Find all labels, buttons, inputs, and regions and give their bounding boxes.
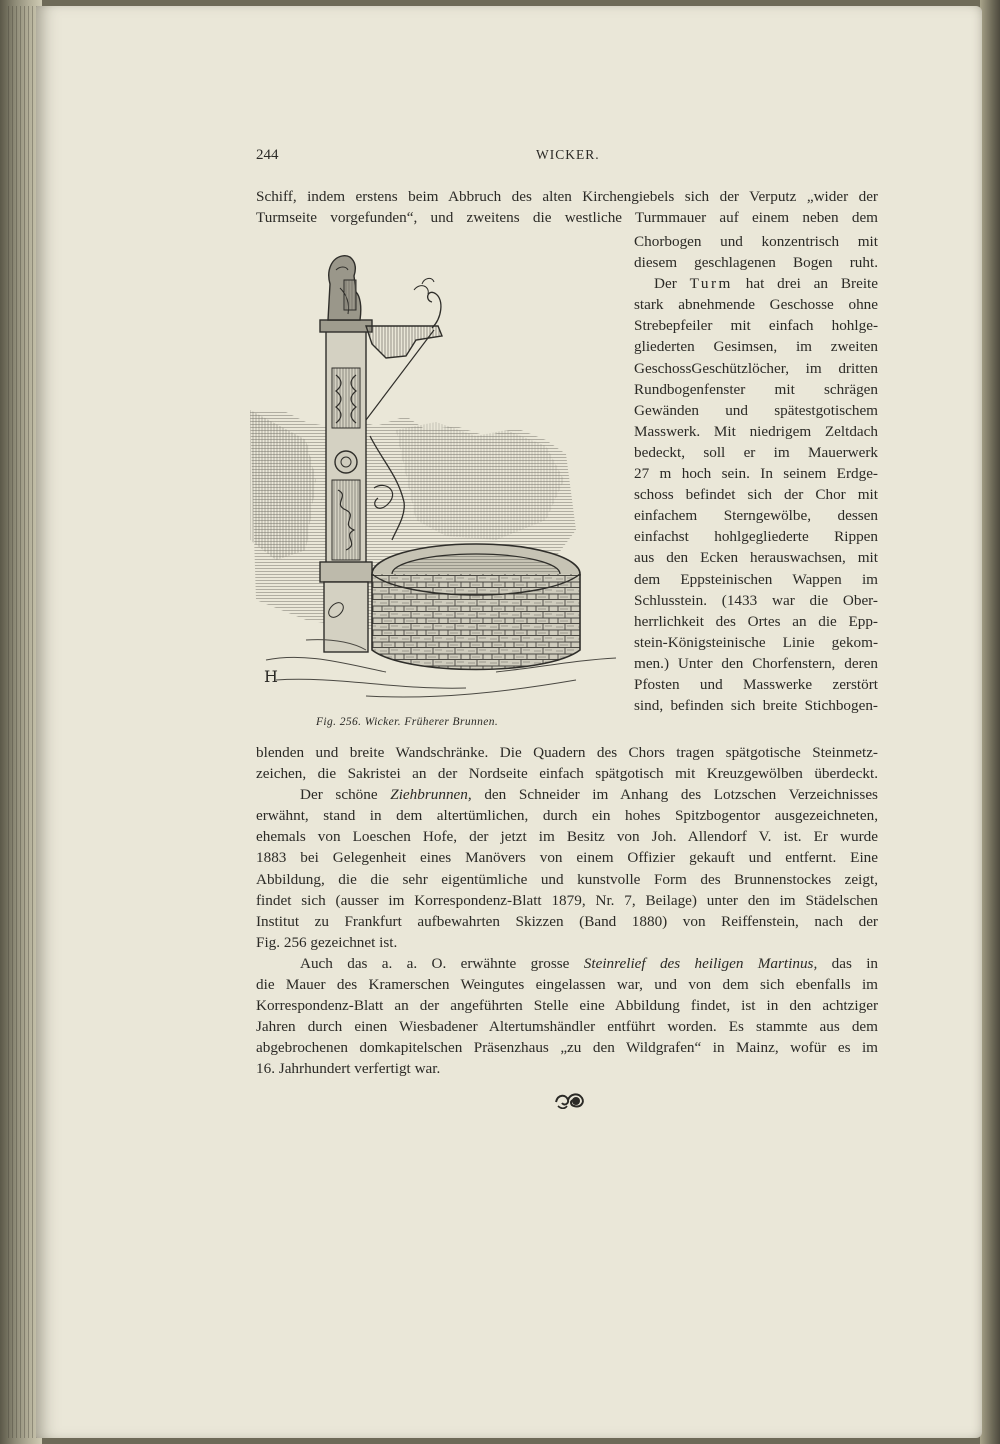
text-line: 27 m hoch sein. In seinem Erdge- — [634, 465, 878, 483]
figure-caption: Fig. 256. Wicker. Früherer Brunnen. — [316, 716, 499, 728]
text-line: aus den Ecken herauswachsen, mit — [634, 549, 878, 567]
text-line: findet sich (ausser im Korrespondenz-Blatt 1879, Nr. 7, Beilage) unter den im Städelschen — [256, 891, 878, 909]
text-line: Chorbogen und konzentrisch mit — [634, 233, 878, 250]
text-line: Pfosten und Masswerke zerstört — [634, 675, 878, 693]
text-line: Gewänden und spätestgotischem — [634, 401, 878, 419]
page-number: 244 — [256, 147, 279, 163]
text-line: einfachst hohlgegliederte Rippen — [634, 528, 878, 546]
text-line: sind, befinden sich breite Stichbogen- — [634, 697, 878, 715]
text-line: ehemals von Loeschen Hofe, der jetzt im Besitz von Joh. Allendorf V. ist. Er wurde — [256, 828, 878, 846]
text-line: dem Eppsteinischen Wappen im — [634, 570, 878, 588]
text-line: Schlusstein. (1433 war die Ober- — [634, 591, 878, 609]
text-line: einfachem Sterngewölbe, dessen — [634, 507, 878, 525]
text-line: die Mauer des Kramerschen Weingutes eingelassen war, und von dem sich ebenfalls im — [256, 976, 878, 994]
text-line: Fig. 256 gezeichnet ist. — [256, 933, 398, 951]
engraver-monogram: H — [264, 667, 278, 686]
text-line: schoss befindet sich der Chor mit — [634, 486, 878, 504]
text-line: blenden und breite Wandschränke. Die Quadern des Chors tragen spätgotische Steinmetz- — [256, 744, 878, 761]
top-text-block — [256, 186, 878, 228]
text-line: zeichen, die Sakristei an der Nordseite einfach spätgotisch mit Kreuzgewölben überdeckt. — [256, 765, 878, 783]
text-line: gliederten Gesimsen, im zweiten — [634, 338, 878, 356]
text-line: Masswerk. Mit niedrigem Zeltdach — [634, 422, 878, 440]
text-line: stein-Königsteinische Linie gekom- — [634, 633, 878, 651]
text-line: erwähnt, stand in dem altertümlichen, durch ein hohes Spitzbogentor ausgezeichneten, — [256, 807, 878, 825]
text-line: Abbildung, die die sehr eigentümliche und kunstvolle Form des Brunnenstockes zeigt, — [256, 870, 878, 888]
paragraph-start: Der Turm hat drei an Breite — [654, 275, 878, 293]
column-text-block — [634, 231, 878, 716]
body-text-block — [256, 742, 878, 1080]
paragraph-start: Auch das a. a. O. erwähnte grosse Steinrelief des heiligen Martinus, das in — [300, 954, 879, 972]
text-line: men.) Unter den Chorfenstern, deren — [634, 654, 878, 672]
running-title: WICKER. — [536, 147, 600, 162]
text-line: Schiff, indem erstens beim Abbruch des alten Kirchengiebels sich der Verputz „wider der — [256, 188, 878, 205]
text-line: abgebrochenen domkapitelschen Präsenzhaus „zu den Wildgrafen“ in Mainz, wofür es im — [256, 1039, 878, 1057]
well-engraving-figure — [246, 240, 628, 710]
text-line: Jahren durch einen Wiesbadener Altertumshändler entführt worden. Es stammte aus dem — [256, 1018, 878, 1036]
text-line: bedeckt, soll er im Mauerwerk — [634, 443, 878, 461]
text-line: Turmseite vorgefunden“, und zweitens die westliche Turmmauer auf einem neben dem — [256, 209, 878, 227]
text-line: GeschossGeschützlöcher, im dritten — [634, 359, 878, 377]
end-ornament-icon — [552, 1090, 586, 1112]
page-stack-edges — [8, 6, 38, 1438]
text-line: stark abnehmende Geschosse ohne — [634, 296, 878, 314]
book-edge-right — [980, 0, 1000, 1444]
text-line: Strebepfeiler mit einfach hohlge- — [634, 317, 878, 335]
text-line: diesem geschlagenen Bogen ruht. — [634, 254, 878, 272]
paragraph-start: Der schöne Ziehbrunnen, den Schneider im Anhang des Lotzschen Verzeichnisses — [300, 786, 878, 804]
text-line: Rundbogenfenster mit schrägen — [634, 380, 878, 398]
text-line: herrlichkeit des Ortes an die Epp- — [634, 612, 878, 630]
text-line: 1883 bei Gelegenheit eines Manövers von einem Offizier gekauft und entfernt. Eine — [256, 849, 878, 867]
text-line: Korrespondenz-Blatt an der angeführten Stelle eine Abbildung findet, ist in den achtziger — [256, 997, 878, 1015]
text-line: Institut zu Frankfurt aufbewahrten Skizzen (Band 1880) von Reiffenstein, nach der — [256, 912, 878, 930]
text-line: 16. Jahrhundert verfertigt war. — [256, 1060, 441, 1078]
